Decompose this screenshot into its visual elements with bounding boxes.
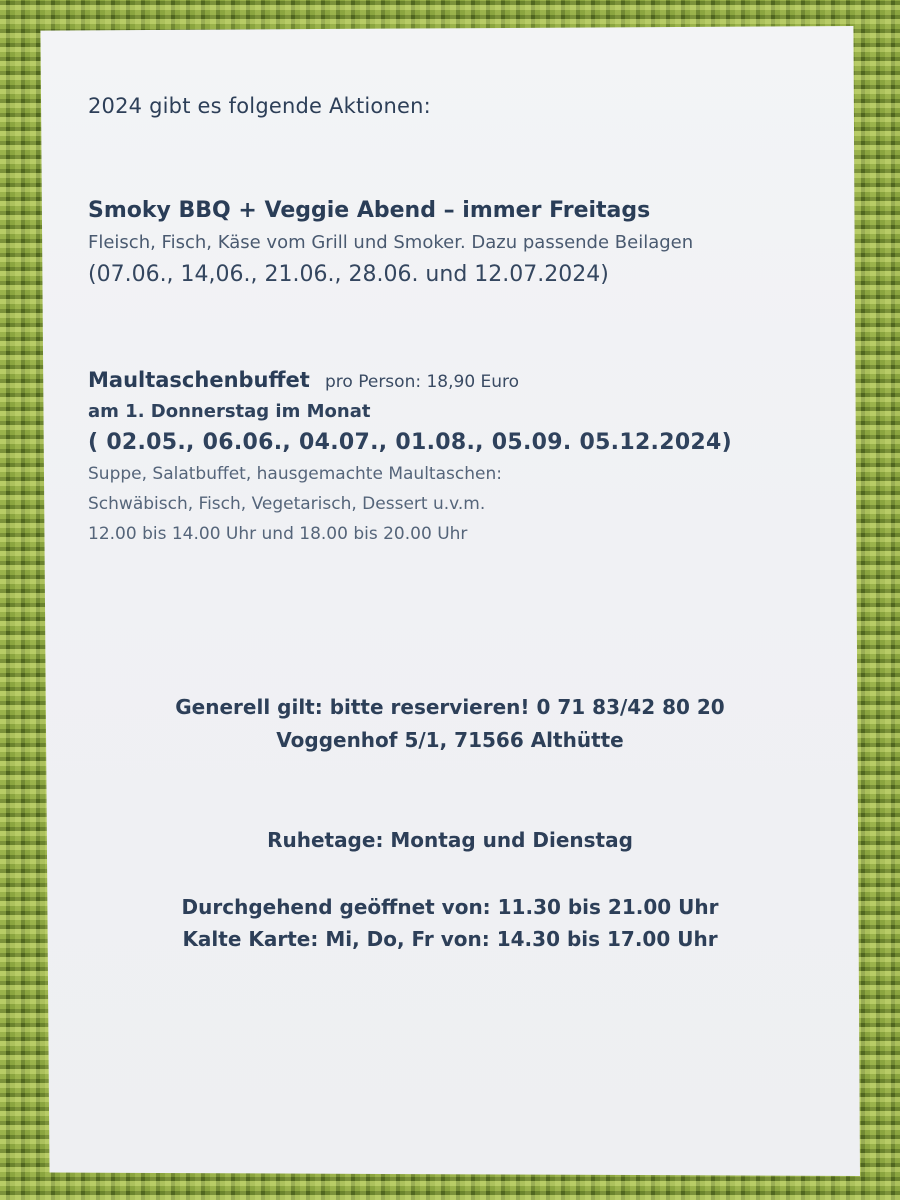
maultaschen-menu-line-2: Schwäbisch, Fisch, Vegetarisch, Dessert u.v.m. — [88, 494, 486, 514]
address: Voggenhof 5/1, 71566 Althütte — [276, 728, 624, 752]
reservation-notice: Generell gilt: bitte reservieren! 0 71 83/42 80 20 — [175, 695, 725, 719]
intro-heading: 2024 gibt es folgende Aktionen: — [88, 94, 431, 118]
maultaschen-dates: ( 02.05., 06.06., 04.07., 01.08., 05.09. 05.12.2024) — [88, 430, 732, 455]
cold-menu-hours: Kalte Karte: Mi, Do, Fr von: 14.30 bis 17.00 Uhr — [182, 927, 718, 951]
bbq-dates: (07.06., 14,06., 21.06., 28.06. und 12.07.2024) — [88, 262, 609, 287]
maultaschen-hours: 12.00 bis 14.00 Uhr und 18.00 bis 20.00 Uhr — [88, 524, 468, 544]
maultaschen-title: Maultaschenbuffet — [88, 368, 310, 392]
rest-days: Ruhetage: Montag und Dienstag — [267, 828, 633, 852]
maultaschen-price: pro Person: 18,90 Euro — [325, 372, 520, 392]
opening-hours: Durchgehend geöffnet von: 11.30 bis 21.00 Uhr — [181, 895, 719, 919]
bbq-description: Fleisch, Fisch, Käse vom Grill und Smoker. Dazu passende Beilagen — [88, 232, 694, 253]
bbq-title: Smoky BBQ + Veggie Abend – immer Freitags — [88, 198, 651, 223]
maultaschen-schedule: am 1. Donnerstag im Monat — [88, 401, 371, 422]
maultaschen-menu-line-1: Suppe, Salatbuffet, hausgemachte Maultaschen: — [88, 464, 502, 484]
